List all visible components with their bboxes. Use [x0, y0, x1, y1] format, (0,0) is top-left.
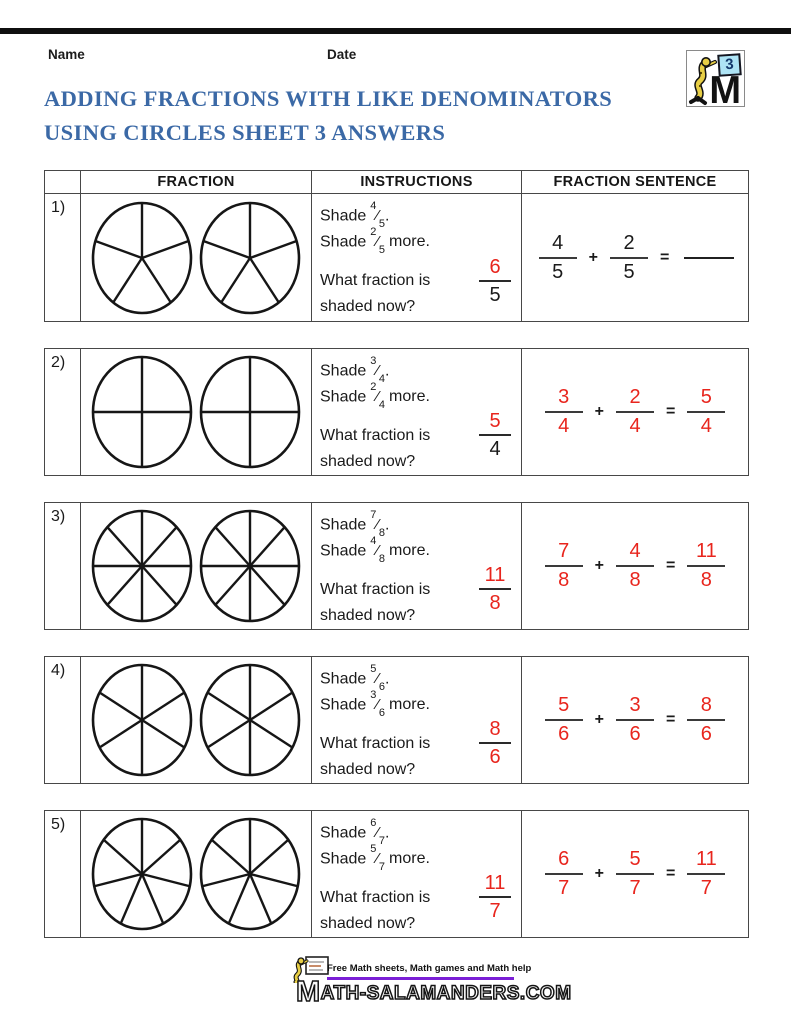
- plus-sign: +: [588, 248, 598, 266]
- shade-line-2: $Shade^2⁄_4$ more.: [320, 381, 430, 411]
- addend-2: $\frac{4}{8}$: [613, 540, 657, 592]
- problem-row: [44, 194, 749, 322]
- answer-fraction: 11 8: [477, 564, 513, 614]
- problem-number: 3): [45, 503, 81, 629]
- footer-site-text: [296, 976, 572, 1008]
- addend-1: $\frac{4}{5}$: [536, 232, 580, 284]
- header-fraction-sentence: FRACTION SENTENCE: [553, 174, 717, 190]
- fraction-circle-icon: [89, 661, 195, 779]
- plus-sign: +: [594, 403, 604, 420]
- plus-sign: +: [594, 557, 604, 574]
- answer-fraction: 6 5: [477, 256, 513, 306]
- addend-2: $\frac{3}{6}$: [613, 694, 657, 746]
- fraction-circle-icon: [89, 507, 195, 625]
- shade-line-1: $Shade^7⁄_8$.: [320, 509, 390, 539]
- sum-fraction: $\frac{8}{6}$: [684, 694, 728, 746]
- easel-m-icon: M: [709, 69, 741, 113]
- footer-tagline: Free Math sheets, Math games and Math help: [327, 963, 532, 974]
- fraction-bar: [545, 565, 583, 567]
- fraction-sentence: [522, 194, 748, 321]
- question-line-2: shaded now?: [320, 761, 416, 778]
- fraction-circle-icon: [89, 353, 195, 471]
- blank-answer-line: [684, 257, 734, 259]
- question-line-1: What fraction is: [320, 735, 431, 752]
- equals-sign: =: [666, 557, 676, 574]
- page-title: [44, 82, 612, 150]
- fraction-sentence: [522, 657, 748, 783]
- fraction-bar: [545, 411, 583, 413]
- sum-fraction: $\frac{5}{4}$: [684, 386, 728, 438]
- header-instructions: INSTRUCTIONS: [312, 171, 522, 193]
- fraction-bar: [545, 719, 583, 721]
- addend-1: $\frac{5}{6}$: [542, 694, 586, 746]
- problem-number: 5): [45, 811, 81, 937]
- question-line-1: What fraction is: [320, 427, 431, 444]
- fraction-circle-icon: [197, 661, 303, 779]
- problem-number: 2): [45, 349, 81, 475]
- addend-2: $\frac{2}{4}$: [613, 386, 657, 438]
- fraction-bar: [610, 257, 648, 259]
- sheet-number-badge: 3: [717, 53, 741, 77]
- equals-sign: =: [666, 403, 676, 420]
- fraction-circles: [81, 194, 312, 321]
- inline-fraction: $^3⁄_6$: [370, 689, 386, 719]
- fraction-bar: [687, 719, 725, 721]
- fraction-circle-icon: [197, 507, 303, 625]
- fraction-bar: [616, 411, 654, 413]
- question-line-2: shaded now?: [320, 607, 416, 624]
- page-title-line1: ADDING FRACTIONS WITH LIKE DENOMINATORS: [44, 86, 613, 111]
- fraction-sentence: [522, 349, 748, 475]
- problem-row: [44, 656, 749, 784]
- question-line-2: shaded now?: [320, 915, 416, 932]
- inline-fraction: $^4⁄_5$: [370, 200, 386, 230]
- equals-sign: =: [660, 248, 670, 266]
- footer-brand: [283, 956, 572, 1012]
- inline-fraction: $^5⁄_7$: [370, 843, 386, 873]
- header-fraction: FRACTION: [81, 171, 312, 193]
- shade-line-1: $Shade^5⁄_6$.: [320, 663, 390, 693]
- fraction-circles: [81, 503, 312, 629]
- sheet-logo: [686, 50, 745, 113]
- shade-line-2: $Shade^3⁄_6$ more.: [320, 689, 430, 719]
- problem-row: [44, 810, 749, 938]
- fraction-circles: [81, 349, 312, 475]
- page-title-line2: USING CIRCLES SHEET 3 ANSWERS: [44, 120, 446, 145]
- fraction-circle-icon: [197, 353, 303, 471]
- fraction-bar: [616, 565, 654, 567]
- question-line-1: What fraction is: [320, 581, 431, 598]
- fraction-bar: [687, 565, 725, 567]
- question-line-2: shaded now?: [320, 453, 416, 470]
- addend-2: $\frac{5}{7}$: [613, 848, 657, 900]
- header-number-cell: [45, 171, 81, 193]
- site-rest: ATH-SALAMANDERS.COM: [320, 983, 572, 1004]
- inline-fraction: $^6⁄_7$: [370, 817, 386, 847]
- instructions-cell: [312, 811, 522, 937]
- fraction-bar: [479, 280, 511, 282]
- plus-sign: +: [594, 865, 604, 882]
- shade-line-1: $Shade^4⁄_5$.: [320, 200, 390, 230]
- addend-1: $\frac{6}{7}$: [542, 848, 586, 900]
- shade-line-2: $Shade^4⁄_8$ more.: [320, 535, 430, 565]
- inline-fraction: $^3⁄_4$: [370, 355, 386, 385]
- fraction-bar: [616, 719, 654, 721]
- instructions-cell: [312, 349, 522, 475]
- shade-line-1: $Shade^3⁄_4$.: [320, 355, 390, 385]
- fraction-circle-icon: [89, 199, 195, 317]
- fraction-bar: [479, 896, 511, 898]
- addend-2: $\frac{2}{5}$: [607, 232, 651, 284]
- shade-line-1: $Shade^6⁄_7$.: [320, 817, 390, 847]
- fraction-circle-icon: [197, 199, 303, 317]
- fraction-bar: [479, 434, 511, 436]
- top-rule-bar: [0, 28, 791, 34]
- question-line-1: What fraction is: [320, 272, 431, 289]
- problem-number: 4): [45, 657, 81, 783]
- inline-fraction: $^7⁄_8$: [370, 509, 386, 539]
- equals-sign: =: [666, 865, 676, 882]
- instructions-cell: [312, 503, 522, 629]
- fraction-circles: [81, 811, 312, 937]
- fraction-sentence: [522, 811, 748, 937]
- fraction-bar: [479, 742, 511, 744]
- fraction-circles: [81, 657, 312, 783]
- answer-fraction: 5 4: [477, 410, 513, 460]
- shade-line-2: $Shade^5⁄_7$ more.: [320, 843, 430, 873]
- answer-fraction: 8 6: [477, 718, 513, 768]
- date-label: Date: [327, 47, 357, 62]
- site-initial: M: [296, 976, 321, 1008]
- question-line-1: What fraction is: [320, 889, 431, 906]
- fraction-bar: [687, 411, 725, 413]
- inline-fraction: $^4⁄_8$: [370, 535, 386, 565]
- fraction-bar: [545, 873, 583, 875]
- name-label: Name: [48, 47, 85, 62]
- shade-line-2: $Shade^2⁄_5$ more.: [320, 226, 430, 256]
- problems: [44, 194, 749, 938]
- problem-number: 1): [45, 194, 81, 321]
- addend-1: $\frac{7}{8}$: [542, 540, 586, 592]
- fraction-circle-icon: [197, 815, 303, 933]
- plus-sign: +: [594, 711, 604, 728]
- fraction-sentence: [522, 503, 748, 629]
- worksheet-table: [44, 170, 749, 938]
- inline-fraction: $^2⁄_5$: [370, 226, 386, 256]
- instructions-cell: [312, 657, 522, 783]
- fraction-bar: [539, 257, 577, 259]
- inline-fraction: $^2⁄_4$: [370, 381, 386, 411]
- fraction-bar: [687, 873, 725, 875]
- fraction-bar: [479, 588, 511, 590]
- problem-row: [44, 348, 749, 476]
- fraction-bar: [616, 873, 654, 875]
- answer-fraction: 11 7: [477, 872, 513, 922]
- question-line-2: shaded now?: [320, 298, 416, 315]
- sum-fraction: $\frac{11}{8}$: [684, 540, 728, 592]
- problem-row: [44, 502, 749, 630]
- fraction-circle-icon: [89, 815, 195, 933]
- table-header-row: [44, 170, 749, 194]
- equals-sign: =: [666, 711, 676, 728]
- inline-fraction: $^5⁄_6$: [370, 663, 386, 693]
- addend-1: $\frac{3}{4}$: [542, 386, 586, 438]
- sum-fraction: $\frac{11}{7}$: [684, 848, 728, 900]
- instructions-cell: [312, 194, 522, 321]
